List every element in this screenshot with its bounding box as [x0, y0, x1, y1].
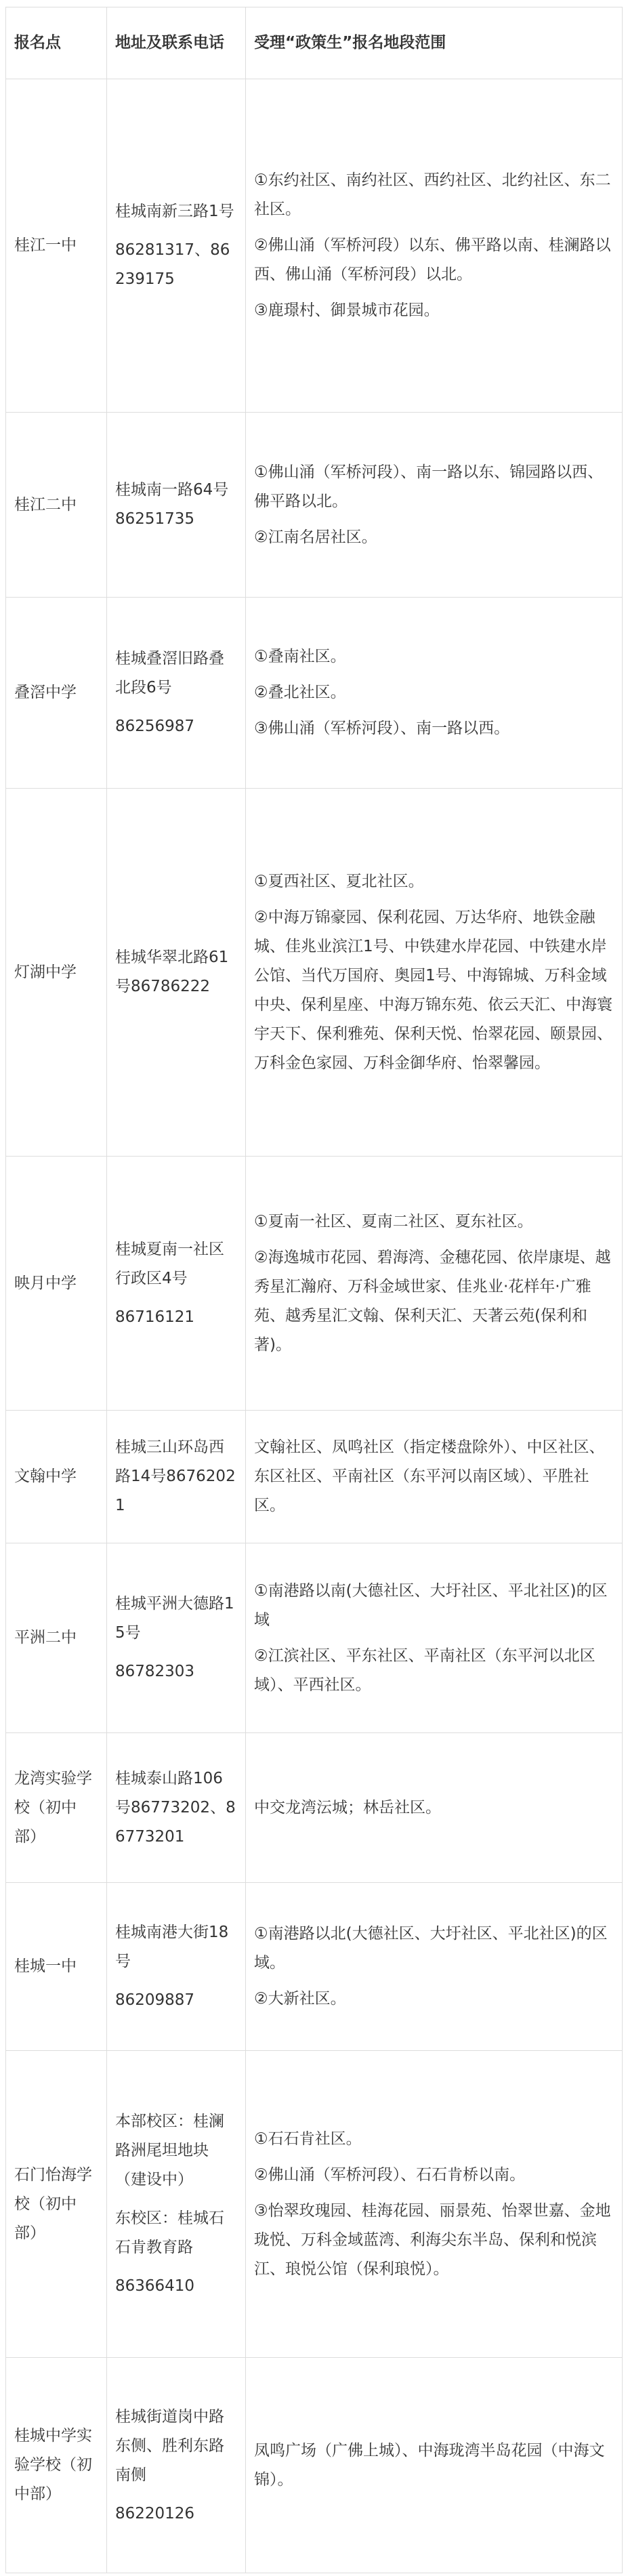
school-name-cell: 龙湾实验学校（初中部） — [6, 1733, 107, 1883]
scope-paragraph: 文翰社区、凤鸣社区（指定楼盘除外）、中区社区、东区社区、平南社区（东平河以南区域）、平胜社区。 — [254, 1438, 605, 1514]
school-name-cell: 文翰中学 — [6, 1411, 107, 1543]
header-enrollment-point: 报名点 — [6, 7, 107, 79]
address-line-gap — [115, 1648, 237, 1657]
address-phone-cell — [107, 2051, 246, 2358]
scope-paragraph: 中交龙湾沄城；林岳社区。 — [254, 1798, 441, 1816]
address-line: 桂城平洲大德路15号 — [115, 1595, 234, 1642]
table-row — [6, 1733, 623, 1883]
school-name-cell: 石门怡海学校（初中部） — [6, 2051, 107, 2358]
enrollment-scope-cell — [246, 789, 623, 1157]
school-name-cell: 桂江二中 — [6, 413, 107, 598]
scope-paragraph: ②佛山涌（军桥河段）、石石肯桥以南。 — [254, 2165, 526, 2184]
address-line-gap — [115, 1976, 237, 1986]
table-row — [6, 2051, 623, 2358]
scope-paragraph: ③鹿璟村、御景城市花园。 — [254, 302, 440, 319]
school-name-cell: 映月中学 — [6, 1157, 107, 1411]
scope-paragraph: ②大新社区。 — [254, 1990, 346, 2008]
scope-paragraph: ①东约社区、南约社区、西约社区、北约社区、东二社区。 — [254, 171, 611, 218]
scope-paragraph: ②中海万锦豪园、保利花园、万达华府、地铁金融城、佳兆业滨江1号、中铁建水岸花园、中铁建水岸公馆、当代万国府、奥园1号、中海锦城、万科金域中央、保利星座、中海万锦东苑、依云天汇、中海寰宇天下、保利雅苑、保利天悦、怡翠花园、颐景园、万科金色家园、万科金御华府、怡翠馨园。 — [254, 908, 612, 1072]
address-line: 86782303 — [115, 1663, 195, 1680]
school-name-cell: 桂城一中 — [6, 1883, 107, 2051]
enrollment-scope-cell — [246, 1157, 623, 1411]
address-line: 桂城夏南一社区行政区4号 — [115, 1240, 224, 1287]
scope-paragraph: ②江南名居社区。 — [254, 528, 377, 546]
scope-paragraph: ②佛山涌（军桥河段）以东、佛平路以南、桂澜路以西、佛山涌（军桥河段）以北。 — [254, 236, 611, 283]
address-line: 桂城华翠北路61号86786222 — [115, 949, 229, 995]
address-phone-cell — [107, 1883, 246, 2051]
address-line-gap — [115, 226, 237, 236]
address-line: 86716121 — [115, 1308, 195, 1326]
table-row — [6, 598, 623, 789]
address-phone-cell — [107, 2358, 246, 2573]
enrollment-scope-cell — [246, 598, 623, 789]
enrollment-scope-cell — [246, 1733, 623, 1883]
address-phone-cell — [107, 79, 246, 413]
scope-paragraph: ①夏南一社区、夏南二社区、夏东社区。 — [254, 1212, 533, 1230]
enrollment-scope-cell — [246, 413, 623, 598]
address-line-gap — [115, 1293, 237, 1303]
enrollment-scope-cell — [246, 1883, 623, 2051]
address-line: 86366410 — [115, 2277, 195, 2295]
school-name-cell: 叠滘中学 — [6, 598, 107, 789]
address-phone-cell — [107, 1411, 246, 1543]
enrollment-scope-cell — [246, 79, 623, 413]
address-line: 86220126 — [115, 2504, 195, 2522]
enrollment-scope-cell — [246, 2358, 623, 2573]
address-line: 桂城三山环岛西路14号86762021 — [115, 1438, 236, 1514]
address-line-gap — [115, 703, 237, 712]
address-line: 桂城叠滘旧路叠北段6号 — [115, 650, 224, 697]
school-name-cell: 桂城中学实验学校（初中部） — [6, 2358, 107, 2573]
address-line: 86281317、86239175 — [115, 241, 230, 288]
address-line: 桂城南新三路1号 — [115, 203, 234, 220]
enrollment-scope-cell — [246, 1543, 623, 1733]
address-line: 桂城泰山路106号86773202、86773201 — [115, 1769, 236, 1846]
scope-paragraph: ③怡翠玫瑰园、桂海花园、丽景苑、怡翠世嘉、金地珑悦、万科金域蓝湾、利海尖东半岛、保利和悦滨江、琅悦公馆（保利琅悦）。 — [254, 2201, 611, 2278]
table-row — [6, 1411, 623, 1543]
table-row — [6, 1157, 623, 1411]
table-row — [6, 1543, 623, 1733]
school-name-cell: 平洲二中 — [6, 1543, 107, 1733]
address-line: 86256987 — [115, 718, 195, 735]
scope-paragraph: ①佛山涌（军桥河段）、南一路以东、锦园路以西、佛平路以北。 — [254, 463, 604, 510]
address-phone-cell — [107, 413, 246, 598]
enrollment-scope-cell — [246, 2051, 623, 2358]
table-row — [6, 1883, 623, 2051]
address-line-gap — [115, 2490, 237, 2499]
scope-paragraph: ①南港路以北(大德社区、大圩社区、平北社区)的区域。 — [254, 1925, 608, 1972]
table-row — [6, 413, 623, 598]
scope-paragraph: ②叠北社区。 — [254, 684, 346, 701]
scope-paragraph: ②江滨社区、平东社区、平南社区（东平河以北区域）、平西社区。 — [254, 1646, 595, 1694]
table-header-row — [6, 7, 623, 79]
address-phone-cell — [107, 1733, 246, 1883]
table-row — [6, 79, 623, 413]
scope-paragraph: ②海逸城市花园、碧海湾、金穗花园、依岸康堤、越秀星汇瀚府、万科金域世家、佳兆业·花样年·广雅苑、越秀星汇文翰、保利天汇、天著云苑(保利和著)。 — [254, 1248, 611, 1354]
scope-paragraph: ①石石肯社区。 — [254, 2130, 362, 2148]
address-phone-cell — [107, 789, 246, 1157]
scope-paragraph: ①叠南社区。 — [254, 648, 346, 665]
address-line: 桂城街道岗中路东侧、胜利东路南侧 — [115, 2407, 224, 2484]
scope-paragraph: 凤鸣广场（广佛上城）、中海珑湾半岛花园（中海文锦）。 — [254, 2441, 605, 2489]
address-line: 本部校区：桂澜路洲尾坦地块（建设中） — [115, 2113, 224, 2188]
table-body — [6, 79, 623, 2573]
address-line: 东校区：桂城石石肯教育路 — [115, 2209, 224, 2256]
scope-paragraph: ①南港路以南(大德社区、大圩社区、平北社区)的区域 — [254, 1581, 608, 1629]
address-line: 86209887 — [115, 1991, 195, 2009]
table-row — [6, 789, 623, 1157]
enrollment-zone-table — [5, 7, 623, 2573]
address-phone-cell — [107, 598, 246, 789]
address-line: 桂城南一路64号86251735 — [115, 481, 229, 528]
school-name-cell: 灯湖中学 — [6, 789, 107, 1157]
address-line-gap — [115, 2262, 237, 2272]
header-address-phone: 地址及联系电话 — [107, 7, 246, 79]
table-row — [6, 2358, 623, 2573]
address-phone-cell — [107, 1543, 246, 1733]
address-phone-cell — [107, 1157, 246, 1411]
school-name-cell: 桂江一中 — [6, 79, 107, 413]
address-line-gap — [115, 2195, 237, 2204]
header-enrollment-scope: 受理“政策生”报名地段范围 — [246, 7, 623, 79]
address-line: 桂城南港大街18号 — [115, 1924, 229, 1970]
scope-paragraph: ③佛山涌（军桥河段）、南一路以西。 — [254, 720, 510, 737]
scope-paragraph: ①夏西社区、夏北社区。 — [254, 872, 424, 890]
enrollment-scope-cell — [246, 1411, 623, 1543]
